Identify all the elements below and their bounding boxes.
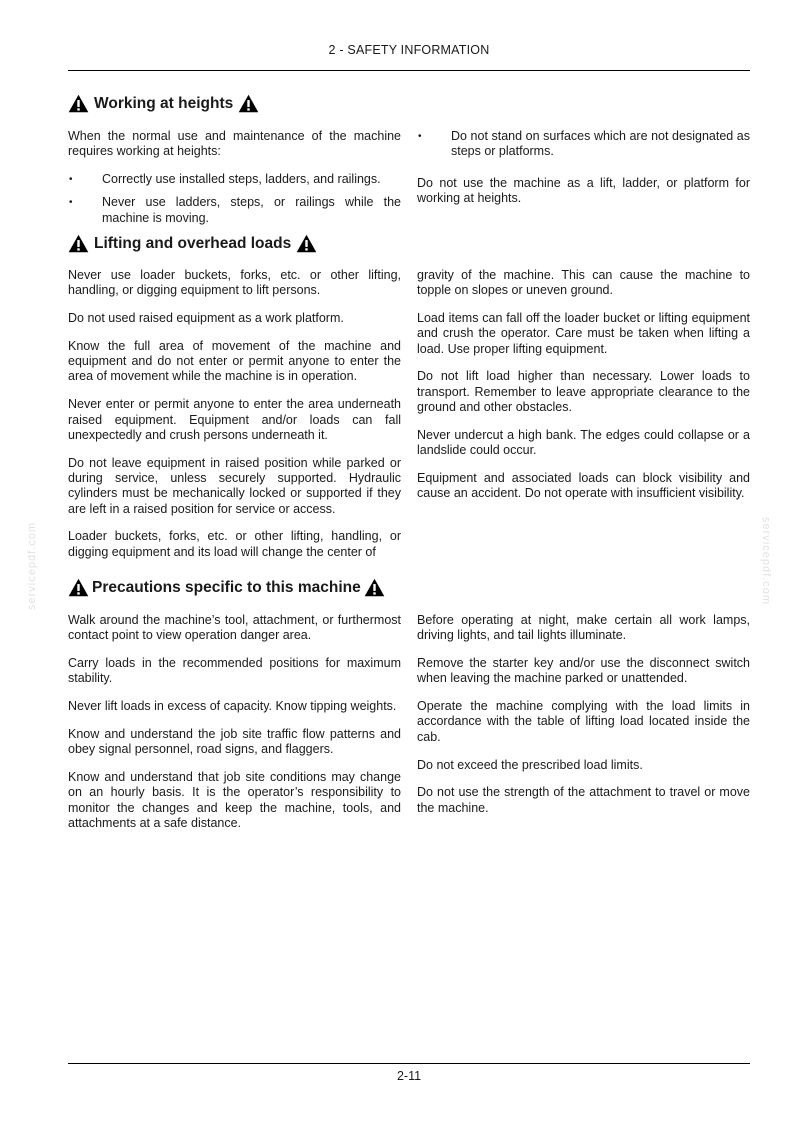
page-number: 2-11	[396, 1069, 422, 1083]
working-at-heights-right-column	[417, 129, 750, 219]
warning-triangle-icon	[364, 578, 385, 597]
paragraph: Before operating at night, make certain all work lamps, driving lights, and tail lights illuminate.	[417, 613, 750, 643]
paragraph: Never enter or permit anyone to enter the area underneath raised equipment. Equipment and/or loads can fall unexpectedly and crush persons underneath it.	[68, 397, 401, 442]
precautions-left-column	[68, 613, 401, 844]
section-heading-text: Working at heights	[94, 94, 234, 112]
paragraph: Operate the machine complying with the load limits in accordance with the table of lifting load located inside the cab.	[417, 699, 750, 744]
paragraph: Do not use the machine as a lift, ladder, or platform for working at heights.	[417, 175, 750, 205]
working-at-heights-left-column	[68, 129, 401, 238]
bullet-item: • Do not stand on surfaces which are not designated as steps or platforms.	[417, 129, 750, 160]
precautions-right-column	[417, 613, 750, 828]
watermark: servicepdf.com	[25, 522, 38, 610]
lifting-left-column	[68, 268, 401, 572]
bullet-item: • Never use ladders, steps, or railings while the machine is moving.	[68, 195, 401, 226]
paragraph: Load items can fall off the loader bucket or lifting equipment and crush the operator. Care must be taken when lifting a load. Use proper lifting equipment.	[417, 311, 750, 356]
lifting-right-column	[417, 268, 750, 514]
warning-triangle-icon	[68, 234, 89, 253]
warning-triangle-icon	[68, 578, 89, 597]
paragraph: Know and understand that job site conditions may change on an hourly basis. It is the operator’s responsibility to monitor the changes and keep the machine, tools, and attachments at a safe distance.	[68, 770, 401, 830]
paragraph: Walk around the machine’s tool, attachment, or furthermost contact point to view operation danger area.	[68, 613, 401, 643]
paragraph: Carry loads in the recommended positions for maximum stability.	[68, 656, 401, 686]
paragraph: Do not lift load higher than necessary. Lower loads to transport. Remember to leave appropriate clearance to the ground and other obstacles.	[417, 369, 750, 415]
section-heading-precautions-specific	[68, 578, 385, 597]
paragraph: Loader buckets, forks, etc. or other lifting, handling, or digging equipment and its load will change the center of	[68, 529, 401, 559]
warning-triangle-icon	[238, 94, 259, 113]
section-heading-working-at-heights	[68, 94, 259, 113]
bullet-item: • Correctly use installed steps, ladders, and railings.	[68, 172, 401, 187]
bullet-list	[68, 172, 401, 226]
section-heading-text: Precautions specific to this machine	[92, 578, 361, 596]
warning-triangle-icon	[296, 234, 317, 253]
paragraph: Remove the starter key and/or use the disconnect switch when leaving the machine parked or unattended.	[417, 656, 750, 686]
paragraph: Do not leave equipment in raised position while parked or during service, unless securely supported. Hydraulic cylinders must be mechanically locked or supported if they are left in a raised position for service or access.	[68, 455, 401, 516]
paragraph: Know the full area of movement of the machine and equipment and do not enter or permit anyone to enter the area of movement while the machine is in operation.	[68, 338, 401, 384]
section-heading-lifting-and-overhead-loads	[68, 234, 317, 253]
paragraph: Never use loader buckets, forks, etc. or other lifting, handling, or digging equipment to lift persons.	[68, 268, 401, 298]
running-header: 2 - SAFETY INFORMATION	[328, 43, 490, 57]
header-rule	[68, 70, 750, 71]
section-heading-text: Lifting and overhead loads	[94, 234, 292, 252]
paragraph: Do not used raised equipment as a work platform.	[68, 311, 344, 326]
footer-rule	[68, 1063, 750, 1064]
paragraph: Equipment and associated loads can block visibility and cause an accident. Do not operate with insufficient visibility.	[417, 470, 750, 501]
paragraph: Never undercut a high bank. The edges could collapse or a landslide could occur.	[417, 427, 750, 458]
paragraph: gravity of the machine. This can cause the machine to topple on slopes or uneven ground.	[417, 268, 750, 298]
paragraph: Do not exceed the prescribed load limits.	[417, 757, 643, 772]
paragraph: Do not use the strength of the attachment to travel or move the machine.	[417, 785, 750, 815]
paragraph: Never lift loads in excess of capacity. Know tipping weights.	[68, 699, 397, 714]
paragraph: When the normal use and maintenance of the machine requires working at heights:	[68, 129, 401, 159]
bullet-list	[417, 129, 750, 160]
watermark: servicepdf.com	[759, 517, 772, 605]
paragraph: Know and understand the job site traffic flow patterns and obey signal personnel, road signs, and flaggers.	[68, 726, 401, 757]
warning-triangle-icon	[68, 94, 89, 113]
